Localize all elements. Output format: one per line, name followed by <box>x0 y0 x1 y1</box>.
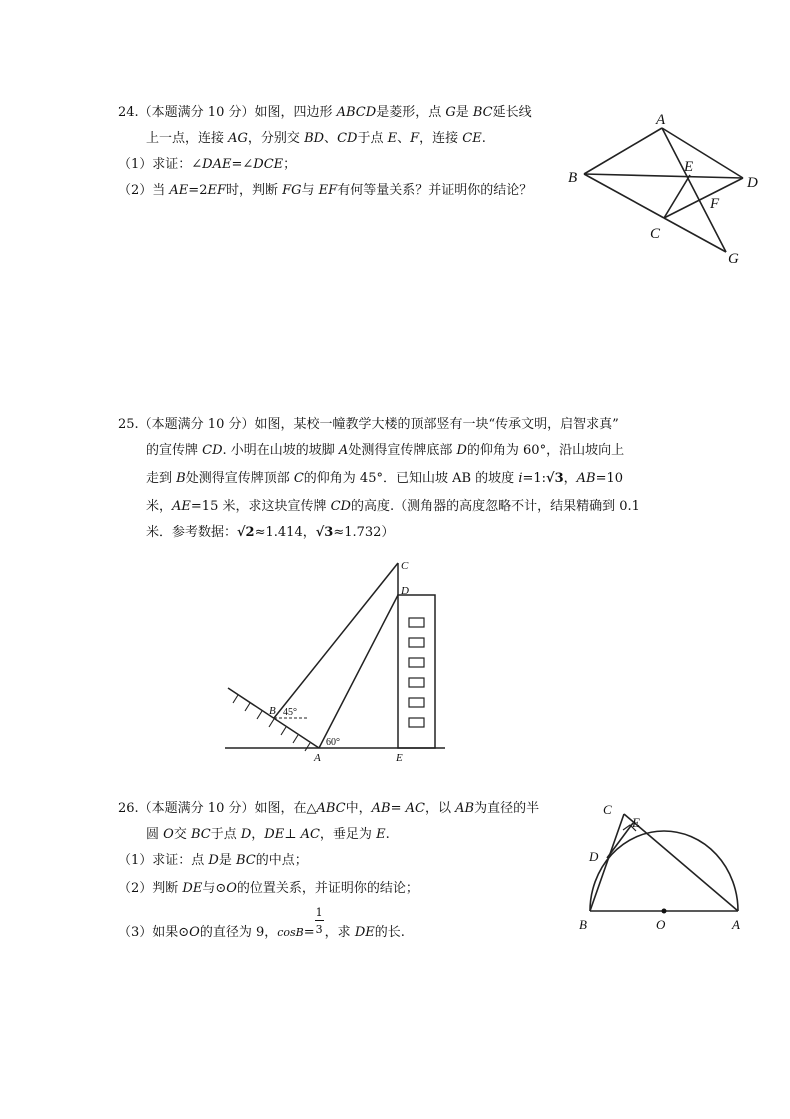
label-a: A <box>314 752 321 764</box>
sight-line-ad <box>319 595 398 748</box>
q26-part-2 <box>118 880 419 898</box>
q26-figure-semicircle <box>572 798 752 938</box>
math: AB <box>371 801 391 816</box>
label-b: B <box>579 917 587 932</box>
text: 交 <box>173 827 191 842</box>
text: 走到 <box>146 471 177 486</box>
math: C <box>293 471 304 486</box>
math: AB <box>455 801 475 816</box>
text: 圆 <box>146 827 164 842</box>
text: 有何等量关系？并证明你的结论？ <box>337 183 533 198</box>
math: F <box>410 131 420 146</box>
math: BC <box>472 105 493 120</box>
math: FG <box>282 183 302 198</box>
label-a: A <box>732 917 740 932</box>
text: ，垂足为 <box>319 827 377 842</box>
angle-45: 45° <box>283 707 297 718</box>
q24-line-1 <box>118 104 532 122</box>
math: AE <box>169 183 189 198</box>
text: 的宣传牌 <box>146 443 203 458</box>
text: 的中点； <box>255 853 308 868</box>
text: （1）求证：点 <box>118 853 209 868</box>
text: . <box>385 827 390 842</box>
text: 处测得宣传牌顶部 <box>185 471 294 486</box>
q26-part-3 <box>118 906 405 942</box>
math: D <box>208 853 219 868</box>
q25-line-5 <box>146 524 394 542</box>
math: BC <box>190 827 211 842</box>
text: ， <box>251 827 265 842</box>
math: CE <box>462 131 482 146</box>
math: CD <box>330 499 351 514</box>
math: O <box>189 925 200 940</box>
q26-line-2 <box>146 826 390 844</box>
math: EF <box>318 183 338 198</box>
q26-part-1 <box>118 852 308 870</box>
text: . 小明在山坡的坡脚 <box>222 443 339 458</box>
q24-part-1 <box>118 156 296 174</box>
text: 米．参考数据： <box>146 525 238 540</box>
label-d: D <box>589 849 599 864</box>
text: 延长线 <box>492 105 532 120</box>
q25-line-4 <box>146 498 640 516</box>
label-b: B <box>568 170 578 186</box>
text: 中， <box>345 801 372 816</box>
text: 24.（本题满分 10 分）如图，四边形 <box>118 105 337 120</box>
math: i <box>518 471 523 486</box>
math: DAE <box>202 157 232 172</box>
text: （2）当 <box>118 183 170 198</box>
math: AE <box>172 499 191 514</box>
text: 处测得宣传牌底部 <box>348 443 457 458</box>
math: ABCD <box>336 105 377 120</box>
text: （2）判断 <box>118 881 183 896</box>
text: ， <box>563 471 577 486</box>
text: ⊥ <box>284 827 301 842</box>
text: 的长. <box>374 925 405 940</box>
segment-ag <box>662 128 726 252</box>
math: G <box>445 105 456 120</box>
label-c: C <box>401 560 409 572</box>
slope-hatching <box>233 695 310 751</box>
text: 与⊙ <box>202 881 227 896</box>
label-a: A <box>656 112 666 128</box>
math: BC <box>235 853 256 868</box>
text: 与 <box>301 183 319 198</box>
math: D <box>456 443 467 458</box>
math: AG <box>228 131 248 146</box>
math: DE <box>354 925 375 940</box>
text: 的仰角为 45°．已知山坡 AB 的坡度 <box>303 471 519 486</box>
text: 的高度.（测角器的高度忽略不计，结果精确到 0.1 <box>350 499 640 514</box>
math-sqrt: √3 <box>315 525 334 540</box>
text: 是菱形，点 <box>376 105 446 120</box>
math: DCE <box>253 157 284 172</box>
text: 是 <box>218 853 236 868</box>
text: 的仰角为 60°，沿山坡向上 <box>466 443 625 458</box>
text: =15 米，求这块宣传牌 <box>190 499 331 514</box>
label-e: E <box>396 752 403 764</box>
text: = <box>303 925 315 940</box>
label-c: C <box>650 226 661 242</box>
text: ，分别交 <box>247 131 305 146</box>
text: 为直径的半 <box>474 801 540 816</box>
edge-bc <box>584 174 664 218</box>
q25-line-1 <box>118 416 619 434</box>
label-e: E <box>632 815 640 830</box>
label-o: O <box>656 917 666 932</box>
label-b: B <box>269 705 276 717</box>
math-sqrt: √3 <box>546 471 564 486</box>
text: =1: <box>522 471 547 486</box>
label-d: D <box>401 585 409 597</box>
sight-line-bc <box>274 563 398 718</box>
text: ； <box>283 157 297 172</box>
math: BD <box>304 131 325 146</box>
math: AB <box>576 471 596 486</box>
text: 上一点，连接 <box>146 131 229 146</box>
text: . <box>481 131 486 146</box>
text: ≈1.732） <box>333 525 395 540</box>
q25-figure-building <box>220 558 455 768</box>
text: =10 <box>595 471 624 486</box>
center-point-o <box>662 909 667 914</box>
q24-line-2 <box>146 130 486 148</box>
segment-ca <box>624 814 738 911</box>
math: O <box>163 827 174 842</box>
math: ABC <box>316 801 346 816</box>
text: ，以 <box>424 801 456 816</box>
math-sqrt: √2 <box>237 525 255 540</box>
text: 的直径为 9， <box>199 925 278 940</box>
label-f: F <box>710 196 720 212</box>
building-windows <box>409 618 424 727</box>
label-c: C <box>603 802 612 817</box>
text: 于点 <box>357 131 388 146</box>
text: ，连接 <box>419 131 463 146</box>
semicircle-arc <box>590 831 738 911</box>
label-d: D <box>747 175 758 191</box>
text: 于点 <box>210 827 241 842</box>
q26-line-1 <box>118 800 539 818</box>
text: 时，判断 <box>225 183 283 198</box>
angle-60: 60° <box>326 737 340 748</box>
math: EF <box>207 183 226 198</box>
text: =∠ <box>231 157 254 172</box>
math: AC <box>300 827 320 842</box>
label-g: G <box>728 251 739 267</box>
q25-line-3 <box>146 470 623 488</box>
q25-line-2 <box>146 442 624 460</box>
math: E <box>387 131 398 146</box>
math: E <box>376 827 386 842</box>
math: cosB <box>277 926 304 939</box>
math: O <box>226 881 237 896</box>
text: 是 <box>455 105 473 120</box>
text: 25.（本题满分 10 分）如图，某校一幢教学大楼的顶部竖有一块“传承文明，启智求真” <box>118 417 619 432</box>
q24-part-2 <box>118 182 532 200</box>
text: 的位置关系，并证明你的结论； <box>236 881 419 896</box>
text: 米， <box>146 499 173 514</box>
q24-figure-rhombus <box>560 110 775 270</box>
math: DE <box>182 881 203 896</box>
fraction-denominator: 3 <box>315 923 323 936</box>
math: AC <box>405 801 425 816</box>
text: （1）求证：∠ <box>118 157 203 172</box>
label-e: E <box>684 159 694 175</box>
text: = <box>390 801 406 816</box>
text: 、 <box>397 131 411 146</box>
text: （3）如果⊙ <box>118 925 190 940</box>
fraction-numerator: 1 <box>315 906 323 919</box>
diagonal-bd <box>584 174 743 178</box>
fraction <box>315 906 325 942</box>
math: A <box>338 443 349 458</box>
text: 、 <box>324 131 338 146</box>
text: ，求 <box>324 925 355 940</box>
edge-ab <box>584 128 662 174</box>
math: CD <box>337 131 358 146</box>
math: B <box>176 471 186 486</box>
text: ≈1.414， <box>254 525 316 540</box>
math: CD <box>202 443 223 458</box>
math: DE <box>264 827 285 842</box>
text: 26.（本题满分 10 分）如图，在△ <box>118 801 317 816</box>
math: D <box>240 827 252 842</box>
text: =2 <box>188 183 208 198</box>
